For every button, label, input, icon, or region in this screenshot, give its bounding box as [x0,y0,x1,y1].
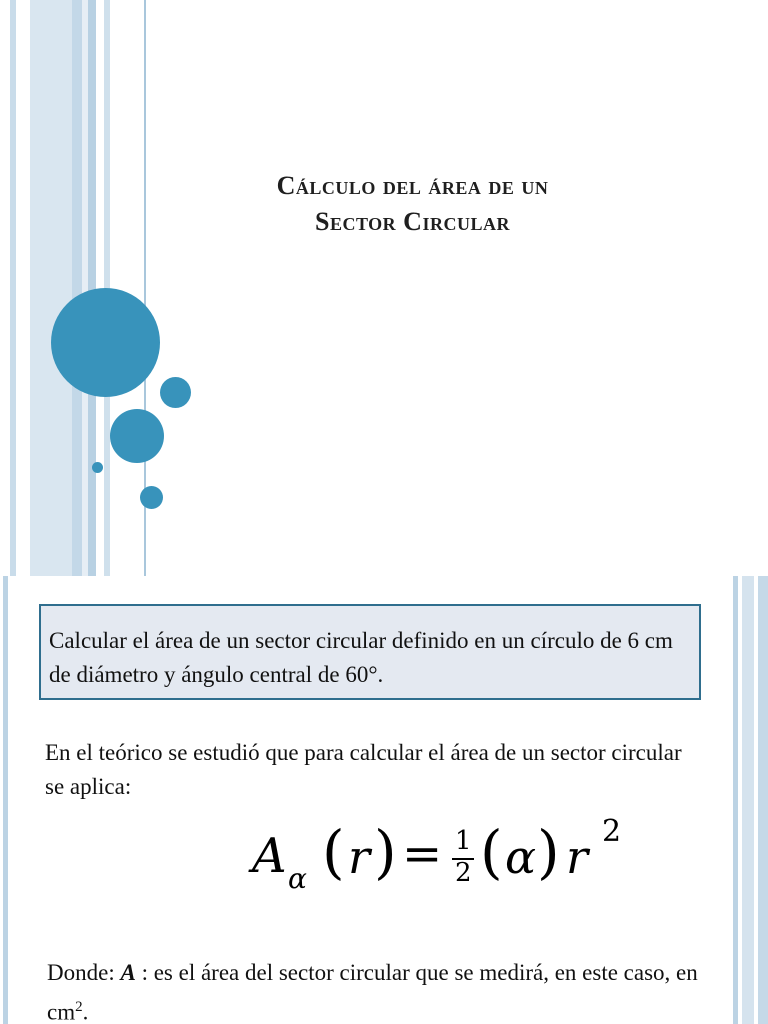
decorative-stripe [30,0,72,576]
formula-close-paren: ) [537,818,560,886]
formula-area-symbol: A [252,828,287,884]
decorative-stripe [72,0,82,576]
formula-radius-r: r [566,830,588,884]
decorative-circle-small [140,486,163,509]
sector-area-formula [252,814,652,908]
problem-statement-box [39,604,701,700]
formula-fraction-numerator: 1 [455,826,472,856]
formula-close-paren: ) [374,818,397,886]
definition-symbol: A [120,960,136,985]
decorative-stripe [3,576,8,1024]
formula-argument-r: r [348,830,370,884]
definition-paragraph [47,956,707,1024]
decorative-circle-tiny [92,462,103,473]
content-slide [0,576,768,1024]
problem-statement: Calcular el área de un sector circular definido en un círculo de 6 cm de diámetro y ángulo central de 60°. [49,628,673,687]
intro-paragraph: En el teórico se estudió que para calcular el área de un sector circular se aplica: [45,740,682,799]
decorative-stripe [758,576,768,1024]
formula-open-paren: ( [480,818,503,886]
definition-text: : es el área del sector circular que se medirá, en este caso, en cm [47,960,698,1024]
formula-fraction-denominator: 2 [455,858,472,888]
formula-exponent: 2 [602,814,622,849]
title-line-1: Cálculo del área de un [276,171,549,200]
decorative-circle-medium [110,409,164,463]
definition-prefix: Donde: [47,960,121,985]
formula-equals: = [402,826,443,882]
unit-exponent: 2 [75,999,83,1015]
formula-open-paren: ( [322,818,345,886]
decorative-circle-small [160,377,191,408]
definition-suffix: . [82,999,89,1024]
title-line-2: Sector Circular [315,207,510,236]
decorative-circle-large [51,288,160,397]
decorative-stripe [742,576,754,1024]
slide-title [160,168,665,240]
decorative-stripe [16,0,30,576]
formula-angle-alpha: α [505,830,537,884]
formula-subscript-alpha: α [288,862,307,895]
